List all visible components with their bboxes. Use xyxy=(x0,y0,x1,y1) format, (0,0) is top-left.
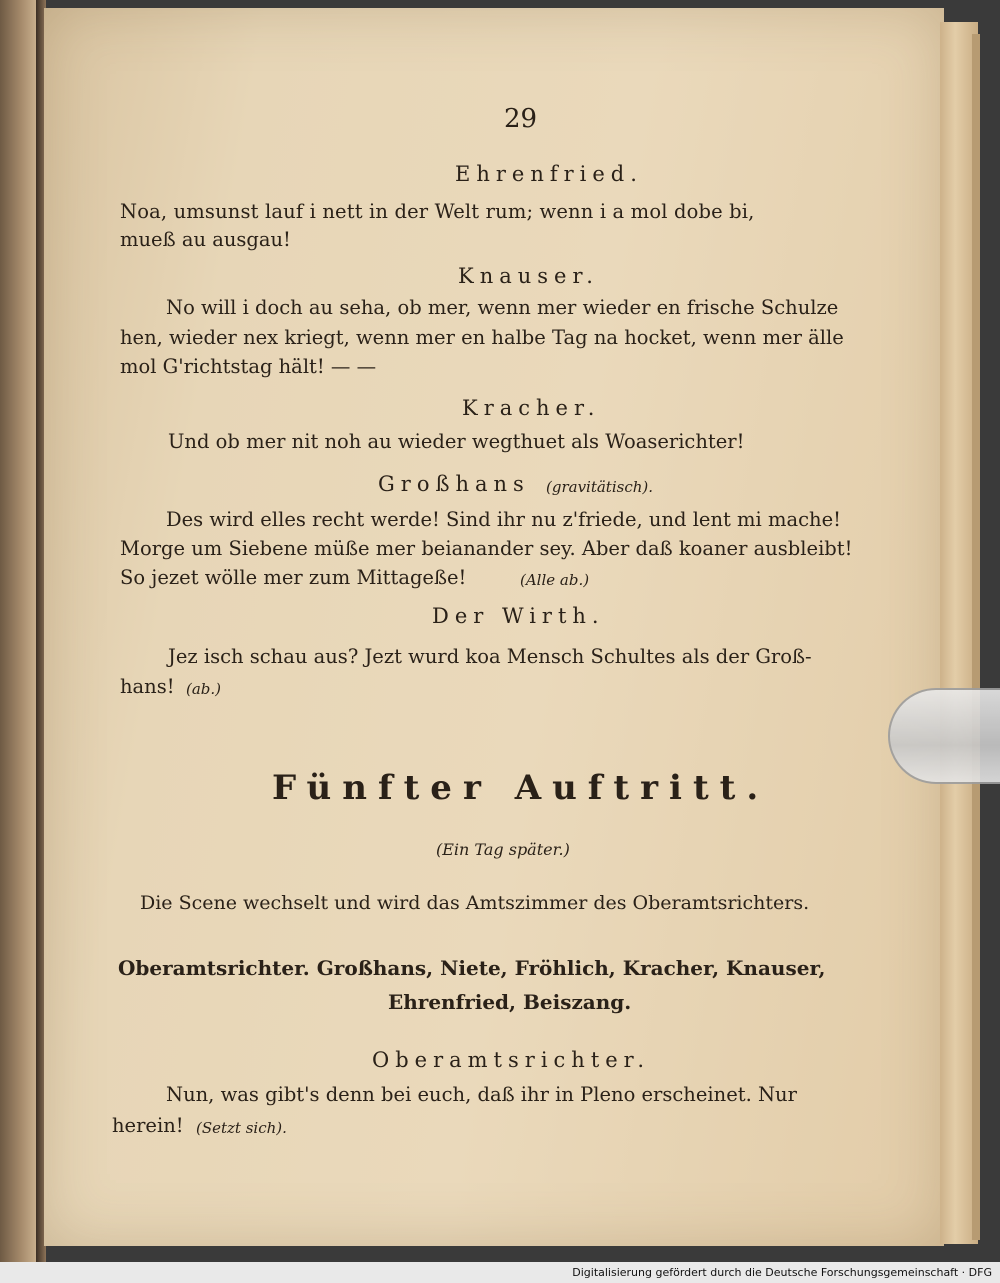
text-line: Morge um Siebene müße mer beianander sey. Aber daß koaner ausbleibt! xyxy=(120,537,853,560)
page-stack-edge-dark xyxy=(972,34,980,1240)
speaker-wirth: Der Wirth. xyxy=(432,604,605,628)
stage-direction: (Alle ab.) xyxy=(520,571,590,589)
scene-heading: Fünfter Auftritt. xyxy=(272,768,770,808)
text-line: Noa, umsunst lauf i nett in der Welt rum; wenn i a mol dobe bi, xyxy=(120,200,755,223)
scene-note: (Ein Tag später.) xyxy=(436,840,570,859)
footer-credit: Digitalisierung gefördert durch die Deutsche Forschungsgemeinschaft · DFG xyxy=(572,1266,992,1279)
text-line: So jezet wölle mer zum Mittageße! xyxy=(120,566,467,589)
text-line: Nun, was gibt's denn bei euch, daß ihr in Pleno erscheinet. Nur xyxy=(166,1083,797,1106)
speaker-knauser: Knauser. xyxy=(458,264,599,288)
text-line: Des wird elles recht werde! Sind ihr nu z'friede, und lent mi mache! xyxy=(166,508,841,531)
paper-clip xyxy=(888,688,1000,784)
text-line: hans! xyxy=(120,675,175,698)
page-number: 29 xyxy=(504,104,538,134)
text-line: Jez isch schau aus? Jezt wurd koa Mensch Schultes als der Groß- xyxy=(168,645,812,668)
cast-list-line: Oberamtsrichter. Großhans, Niete, Fröhlich, Kracher, Knauser, xyxy=(118,956,826,980)
text-line: No will i doch au seha, ob mer, wenn mer wieder en frische Schulze xyxy=(166,296,839,319)
cast-list-line: Ehrenfried, Beiszang. xyxy=(388,990,632,1014)
speaker-kracher: Kracher. xyxy=(462,396,601,420)
text-line: herein! xyxy=(112,1114,184,1137)
speaker-oberamtsrichter: Oberamtsrichter. xyxy=(372,1048,651,1072)
text-line: mueß au ausgau! xyxy=(120,228,291,251)
stage-direction: (ab.) xyxy=(186,680,222,698)
scene-description: Die Scene wechselt und wird das Amtszimmer des Oberamtsrichters. xyxy=(140,892,810,914)
speaker-ehrenfried: Ehrenfried. xyxy=(455,162,643,186)
text-line: mol G'richtstag hält! — — xyxy=(120,355,377,378)
text-line: hen, wieder nex kriegt, wenn mer en halbe Tag na hocket, wenn mer älle xyxy=(120,326,844,349)
speaker-grosshans: Großhans xyxy=(378,472,530,496)
left-page-edge xyxy=(0,0,38,1283)
text-line: Und ob mer nit noh au wieder wegthuet als Woaserichter! xyxy=(168,430,745,453)
stage-direction: (gravitätisch). xyxy=(546,478,654,496)
stage-direction: (Setzt sich). xyxy=(196,1119,287,1137)
